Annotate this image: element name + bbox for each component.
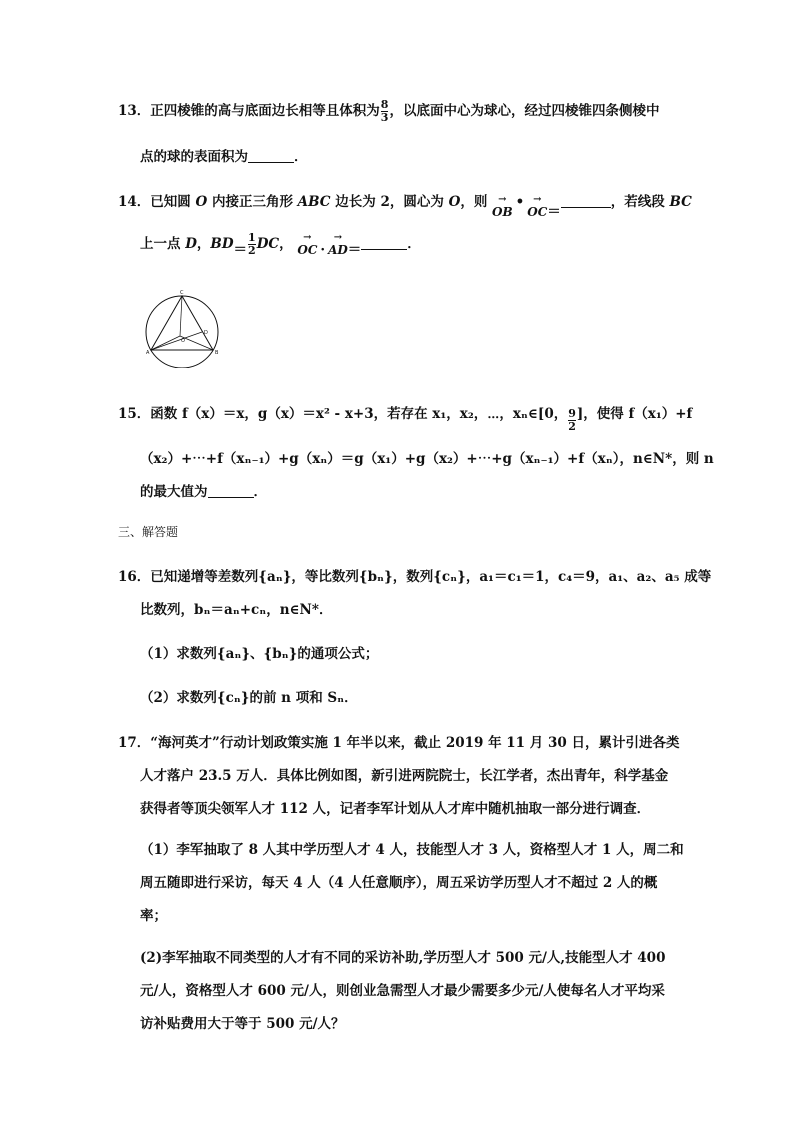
q14-center-O: O	[448, 194, 461, 210]
q16-line1	[118, 565, 711, 585]
q15-frac-den: 2	[568, 420, 576, 433]
q14-DC: DC	[256, 236, 280, 252]
q14-fraction	[248, 232, 256, 257]
q13-fraction	[381, 99, 389, 124]
q16-part2: （2）求数列{cₙ}的前 n 项和 Sₙ．	[140, 690, 358, 706]
q16-text1: 已知递增等差数列{aₙ}，等比数列{bₙ}，数列{cₙ}，a₁＝c₁＝1，c₄＝9，a₁、a₂、a₅ 成等	[150, 569, 712, 585]
q15-line1	[118, 402, 693, 433]
q17-text1: “海河英才”行动计划政策实施 1 年半以来，截止 2019 年 11 月 30 日，累计引进各类	[150, 735, 680, 751]
vector-OB-label: OB	[492, 205, 513, 219]
vector-OB: → OB	[492, 194, 513, 219]
q14-triangle-ABC: ABC	[297, 194, 331, 210]
q17-part1-line3: 率；	[140, 908, 167, 924]
q14-t1: 已知圆	[150, 194, 196, 210]
q14-frac-num: 1	[248, 231, 256, 244]
q15-text3: 的最大值为	[140, 484, 208, 500]
label-O: O	[181, 338, 185, 344]
q15-line2	[140, 447, 714, 467]
q14-t6: 上一点	[140, 236, 186, 252]
label-D: D	[204, 330, 208, 336]
q17-part2-line1: (2)李军抽取不同类型的人才有不同的采访补助,学历型人才 500 元/人,技能型人才 400	[140, 950, 666, 966]
q17-part2-line3: 访补贴费用大于等于 500 元/人？	[140, 1016, 345, 1032]
q16-text2: 比数列，bₙ＝aₙ+cₙ，n∈N*．	[140, 602, 333, 618]
q15-text2: （x₂）+⋯+f（xₙ₋₁）+g（xₙ）＝g（x₁）+g（x₂）+⋯+g（xₙ₋₁）+f（xₙ），n∈N*，则 n	[140, 451, 714, 467]
q14-frac-den: 2	[248, 244, 256, 257]
q14-end: ．	[407, 236, 421, 252]
vector-AD-label: AD	[328, 243, 348, 257]
q15-text1b: ]，使得 f（x₁）+f	[576, 406, 693, 422]
q14-t7: ，	[196, 236, 211, 252]
dot-operator: •	[515, 194, 525, 210]
q14-segment-BC: BC	[669, 194, 692, 210]
q14-BD: BD	[210, 236, 234, 252]
section-heading-solutions: 三、解答题	[118, 525, 179, 539]
q17-number: 17．	[118, 735, 151, 751]
q15-fraction	[568, 408, 576, 433]
q14-point-D: D	[185, 236, 197, 252]
segment-AD	[151, 332, 202, 350]
q14-answer-blank-1[interactable]	[561, 207, 611, 208]
dot-operator-2: ·	[320, 242, 326, 258]
q15-line3	[140, 480, 267, 500]
q15-answer-blank[interactable]	[208, 497, 254, 498]
q17-part1-line1: （1）李军抽取了 8 人其中学历型人才 4 人，技能型人才 3 人，资格型人才 1 人，周二和	[140, 842, 684, 858]
q14-answer-blank-2[interactable]	[361, 249, 407, 250]
q13-number: 13．	[118, 103, 151, 119]
q16-number: 16．	[118, 569, 151, 585]
q15-number: 15．	[118, 406, 151, 422]
q14-dot-product-2	[297, 232, 362, 258]
q14-t5: ，若线段	[610, 194, 670, 210]
vector-OC-label: OC	[527, 205, 548, 219]
label-A: A	[146, 350, 150, 356]
vector-OC-2-label: OC	[297, 243, 318, 257]
q16-line2	[140, 598, 332, 618]
q14-eq2: ＝	[233, 242, 248, 258]
q14-figure-circle-triangle	[144, 290, 228, 368]
q14-eq3: ＝	[347, 242, 362, 258]
q15-text1: 函数 f（x）＝x，g（x）＝x² - x+3，若存在 x₁，x₂，⋯，xₙ∈[0，	[150, 406, 568, 422]
vector-OC: → OC	[527, 194, 548, 219]
q14-t4: ，则	[460, 194, 488, 210]
q16-part1: （1）求数列{aₙ}、{bₙ}的通项公式；	[140, 646, 379, 662]
q13-line2	[140, 145, 308, 165]
label-C: C	[180, 290, 184, 296]
q13-end: ．	[294, 149, 308, 165]
q17-part1-line2: 周五随即进行采访，每天 4 人（4 人任意顺序），周五采访学历型人才不超过 2 人的概	[140, 875, 658, 891]
q17-line2: 人才落户 23.5 万人．具体比例如图，新引进两院院士，长江学者，杰出青年，科学基金	[140, 768, 669, 784]
q14-eq1: ＝	[547, 204, 561, 220]
vector-OC-2: → OC	[297, 232, 318, 257]
q13-answer-blank[interactable]	[248, 162, 294, 163]
vector-AD: → AD	[328, 232, 348, 257]
q14-line2	[140, 232, 421, 257]
q14-t3: 边长为 2，圆心为	[330, 194, 449, 210]
q15-frac-num: 9	[568, 407, 576, 420]
q14-line1	[118, 190, 692, 220]
q17-line3: 获得者等顶尖领军人才 112 人，记者李军计划从人才库中随机抽取一部分进行调查．	[140, 801, 651, 817]
q17-part2-line2: 元/人，资格型人才 600 元/人，则创业急需型人才最少需要多少元/人使每名人才平均采	[140, 983, 665, 999]
segment-CO	[180, 296, 182, 336]
q17-line1	[118, 731, 679, 751]
q13-text1b: ，以底面中心为球心，经过四棱锥四条侧棱中	[389, 103, 660, 119]
q13-text2: 点的球的表面积为	[140, 149, 248, 165]
q14-number: 14．	[118, 194, 151, 210]
q14-t2: 内接正三角形	[207, 194, 298, 210]
q14-dot-product	[492, 194, 561, 220]
q13-line1	[118, 99, 659, 124]
q13-frac-num: 8	[380, 98, 389, 111]
q13-text1: 正四棱锥的高与底面边长相等且体积为	[150, 103, 380, 119]
q14-circle-O: O	[195, 194, 208, 210]
q13-frac-den: 3	[380, 111, 389, 124]
q14-sep: ，	[279, 236, 293, 252]
q15-end: ．	[253, 484, 267, 500]
label-B: B	[215, 350, 219, 356]
